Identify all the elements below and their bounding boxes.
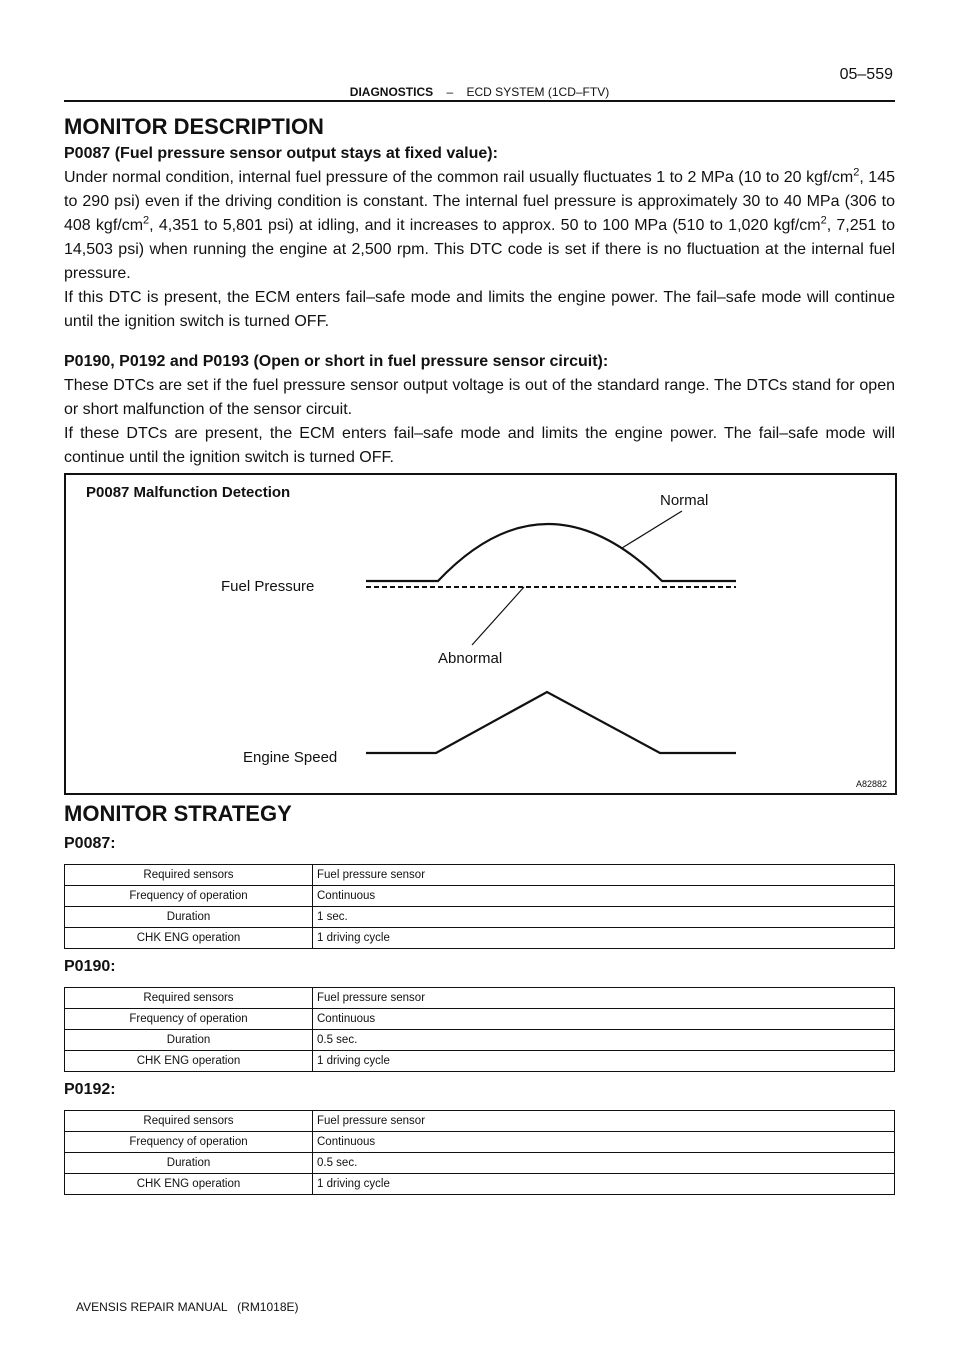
table-row [65,1132,895,1153]
normal-pressure-curve [366,524,736,581]
table-row [65,1009,895,1030]
monitor-strategy-title: MONITOR STRATEGY [64,801,292,826]
p0087-table-heading: P0087: [64,835,116,852]
figure-title: P0087 Malfunction Detection [86,484,291,501]
table-value: 1 sec. [313,907,895,928]
table-key: Frequency of operation [65,1132,313,1153]
p0190-heading: P0190, P0192 and P0193 (Open or short in fuel pressure sensor circuit): [64,353,609,370]
figure-diagram [66,475,895,793]
table-row [65,1030,895,1051]
p0087-paragraph-2: If this DTC is present, the ECM enters fail–safe mode and limits the engine power. The fail–safe mode will continue until the ignition switch is turned OFF. [64,289,895,330]
table-value: 0.5 sec. [313,1153,895,1174]
label-abnormal: Abnormal [438,650,503,667]
p0087-paragraph-1 [64,166,895,286]
superscript: 2 [853,166,860,179]
table-key: CHK ENG operation [65,1174,313,1195]
superscript: 2 [820,214,827,227]
header-title [64,85,895,99]
p0192-table-heading: P0192: [64,1081,116,1098]
table-key: Duration [65,907,313,928]
table-value: Fuel pressure sensor [313,865,895,886]
p0190-paragraph-1: These DTCs are set if the fuel pressure sensor output voltage is out of the standard range. The DTCs stand for open or short malfunction of the sensor circuit. [64,377,895,418]
table-row [65,988,895,1009]
superscript: 2 [143,214,150,227]
p0190-table-heading: P0190: [64,958,116,975]
page-header [64,64,895,102]
table-value: 1 driving cycle [313,1051,895,1072]
table-value: 1 driving cycle [313,928,895,949]
p0190-paragraph-2: If these DTCs are present, the ECM enters fail–safe mode and limits the engine power. The fail–safe mode will continue until the ignition switch is turned OFF. [64,425,895,466]
table-key: CHK ENG operation [65,1051,313,1072]
table-key: Required sensors [65,1111,313,1132]
table-row [65,886,895,907]
spacer [64,334,895,350]
label-normal: Normal [660,492,709,509]
text-run: , 7,251 to 14,503 psi) when running the engine at 2,500 rpm. This DTC code is set if there is no fluctuation at the internal fuel pressure. [64,217,895,282]
p0087-heading: P0087 (Fuel pressure sensor output stays at fixed value): [64,145,498,162]
table-value: 0.5 sec. [313,1030,895,1051]
table-row [65,907,895,928]
table-row [65,1051,895,1072]
abnormal-leader-line [472,587,524,645]
table-value: Continuous [313,1009,895,1030]
table-value: Fuel pressure sensor [313,1111,895,1132]
table-value: Fuel pressure sensor [313,988,895,1009]
table-value: 1 driving cycle [313,1174,895,1195]
table-row [65,865,895,886]
page-footer: AVENSIS REPAIR MANUAL (RM1018E) [76,1300,299,1314]
table-key: Required sensors [65,988,313,1009]
figure-code: A82882 [856,779,888,789]
header-dash: – [446,85,454,99]
table-key: Duration [65,1030,313,1051]
malfunction-detection-figure [64,473,897,795]
label-engine-speed: Engine Speed [243,749,338,766]
table-row [65,1174,895,1195]
header-section: DIAGNOSTICS [349,85,434,99]
table-key: Frequency of operation [65,1009,313,1030]
normal-leader-line [622,511,682,548]
monitor-description [64,112,895,470]
monitor-strategy [64,800,895,1201]
text-run: , 4,351 to 5,801 psi) at idling, and it increases to approx. 50 to 100 MPa (510 to 1,020 kgf/cm [149,217,821,234]
monitor-description-title: MONITOR DESCRIPTION [64,114,324,139]
table-row [65,1111,895,1132]
p0192-strategy-table [64,1110,895,1195]
table-key: Duration [65,1153,313,1174]
table-value: Continuous [313,1132,895,1153]
text-run: Under normal condition, internal fuel pressure of the common rail usually fluctuates 1 to 2 MPa (10 to 20 kgf/cm [64,169,854,186]
header-subsection: ECD SYSTEM (1CD–FTV) [466,85,610,99]
table-row [65,1153,895,1174]
p0190-strategy-table [64,987,895,1072]
table-value: Continuous [313,886,895,907]
table-row [65,928,895,949]
page-number: 05–559 [839,66,893,83]
text-run: , 145 to 290 psi) even if the driving condition is constant. The internal fuel pressure is approximately 30 to 40 MPa (306 to 408 kgf/cm [64,169,895,234]
label-fuel-pressure: Fuel Pressure [221,578,315,595]
engine-speed-curve [366,692,736,753]
table-key: Required sensors [65,865,313,886]
table-key: CHK ENG operation [65,928,313,949]
table-key: Frequency of operation [65,886,313,907]
p0087-strategy-table [64,864,895,949]
